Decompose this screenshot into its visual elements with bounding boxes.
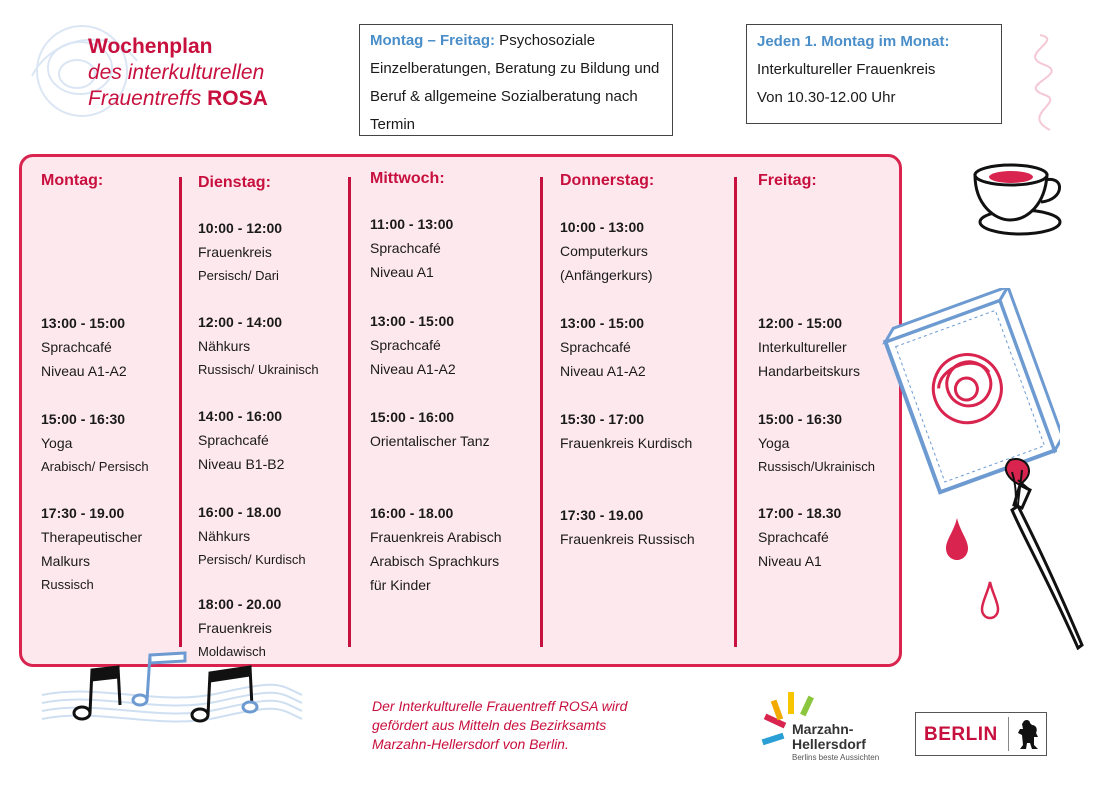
info-box-weekdays: [359, 24, 673, 136]
entry-time: 15:00 - 16:30: [758, 411, 843, 427]
paint-drop-icon: [980, 580, 1000, 620]
entry-title: Yoga: [758, 435, 790, 451]
entry-title: Computerkurs: [560, 243, 648, 259]
mh-name-line: Hellersdorf: [792, 736, 866, 752]
music-notes-icon: [40, 645, 305, 735]
day-title-donnerstag: Donnerstag:: [560, 172, 655, 189]
entry-detail: Moldawisch: [198, 644, 266, 659]
entry-time: 12:00 - 14:00: [198, 314, 283, 330]
day-title-dienstag: Dienstag:: [198, 174, 271, 191]
schedule-entry: [758, 407, 875, 479]
column-divider: [540, 177, 543, 647]
column-divider: [179, 177, 182, 647]
entry-detail: Persisch/ Kurdisch: [198, 552, 306, 567]
schedule-panel: [19, 154, 902, 667]
entry-detail: Niveau A1-A2: [41, 363, 127, 379]
entry-time: 10:00 - 13:00: [560, 219, 645, 235]
schedule-entry: [198, 404, 284, 476]
mh-name-line: Marzahn-: [792, 721, 854, 737]
page-title: [88, 34, 268, 112]
schedule-entry: [41, 311, 127, 383]
schedule-entry: [560, 407, 692, 455]
schedule-entry: [41, 407, 149, 479]
schedule-entry: [560, 215, 653, 287]
entry-time: 15:00 - 16:00: [370, 409, 455, 425]
funding-line: Marzahn-Hellersdorf von Berlin.: [372, 736, 569, 752]
funding-line: Der Interkulturelle Frauentreff ROSA wird: [372, 698, 628, 714]
entry-time: 12:00 - 15:00: [758, 315, 843, 331]
entry-time: 15:30 - 17:00: [560, 411, 645, 427]
entry-title: Sprachcafé: [41, 339, 112, 355]
berlin-wordmark: BERLIN: [924, 724, 998, 745]
entry-detail: (Anfängerkurs): [560, 267, 653, 283]
entry-title: Frauenkreis: [198, 244, 272, 260]
title-rosa: ROSA: [207, 87, 268, 110]
entry-title: Nähkurs: [198, 338, 251, 354]
mh-name: [792, 722, 866, 752]
paintbrush-icon: [970, 450, 1090, 650]
mh-tagline: Berlins beste Aussichten: [792, 753, 880, 762]
entry-detail: für Kinder: [370, 577, 431, 593]
schedule-entry: [198, 216, 282, 288]
title-line-2: des interkulturellen: [88, 61, 265, 84]
info-weekdays-label: Montag – Freitag:: [370, 32, 496, 49]
swirl-icon: [1010, 30, 1070, 140]
entry-title: Yoga: [41, 435, 73, 451]
schedule-entry: [370, 405, 490, 453]
entry-detail: Malkurs: [41, 553, 91, 569]
entry-title: Sprachcafé: [758, 529, 829, 545]
entry-detail: Niveau A1: [370, 264, 434, 280]
entry-detail: Niveau A1-A2: [560, 363, 646, 379]
entry-time: 10:00 - 12:00: [198, 220, 283, 236]
schedule-entry: [198, 310, 319, 382]
column-divider: [734, 177, 737, 647]
schedule-entry: [41, 501, 142, 597]
entry-title: Frauenkreis Kurdisch: [560, 435, 693, 451]
schedule-entry: [370, 309, 456, 381]
entry-time: 14:00 - 16:00: [198, 408, 283, 424]
entry-detail: Arabisch/ Persisch: [41, 459, 149, 474]
entry-time: 13:00 - 15:00: [41, 315, 126, 331]
coffee-cup-icon: [965, 150, 1075, 245]
info-box-monthly: [746, 24, 1002, 124]
paint-drop-icon: [944, 516, 970, 562]
title-line-3-text: Frauentreffs: [88, 87, 208, 110]
entry-detail: Niveau A1-A2: [370, 361, 456, 377]
entry-title: Sprachcafé: [560, 339, 631, 355]
entry-detail: Russisch: [41, 577, 94, 592]
entry-detail: Arabisch Sprachkurs: [370, 553, 500, 569]
funding-notice: [372, 697, 627, 754]
entry-detail: Niveau B1-B2: [198, 456, 285, 472]
entry-detail: Handarbeitskurs: [758, 363, 860, 379]
entry-title: Nähkurs: [198, 528, 251, 544]
schedule-entry: [560, 503, 695, 551]
entry-time: 17:00 - 18.30: [758, 505, 842, 521]
entry-detail: Persisch/ Dari: [198, 268, 279, 283]
funding-line: gefördert aus Mitteln des Bezirksamts: [372, 717, 607, 733]
berlin-bear-icon: [1016, 719, 1042, 751]
entry-title: Orientalischer Tanz: [370, 433, 490, 449]
berlin-logo: [915, 712, 1047, 756]
schedule-entry: [370, 212, 453, 284]
column-divider: [348, 177, 351, 647]
entry-title: Sprachcafé: [198, 432, 269, 448]
entry-title: Sprachcafé: [370, 240, 441, 256]
schedule-entry: [370, 501, 502, 597]
entry-time: 16:00 - 18.00: [198, 504, 282, 520]
title-line-1: Wochenplan: [88, 35, 213, 58]
entry-title: Sprachcafé: [370, 337, 441, 353]
title-line-3: [88, 86, 268, 112]
day-title-freitag: Freitag:: [758, 172, 817, 189]
entry-detail: Russisch/ Ukrainisch: [198, 362, 319, 377]
berlin-divider: [1008, 717, 1009, 751]
entry-detail: Russisch/Ukrainisch: [758, 459, 876, 474]
day-title-mittwoch: Mittwoch:: [370, 170, 445, 187]
entry-time: 17:30 - 19.00: [560, 507, 644, 523]
entry-time: 17:30 - 19.00: [41, 505, 125, 521]
marzahn-hellersdorf-logo: [760, 690, 900, 770]
entry-time: 16:00 - 18.00: [370, 505, 454, 521]
entry-time: 13:00 - 15:00: [370, 313, 455, 329]
entry-title: Interkultureller: [758, 339, 847, 355]
entry-title: Frauenkreis Arabisch: [370, 529, 502, 545]
entry-time: 18:00 - 20.00: [198, 596, 282, 612]
entry-time: 11:00 - 13:00: [370, 216, 454, 232]
schedule-entry: [198, 500, 306, 572]
entry-title: Therapeutischer: [41, 529, 143, 545]
info-monthly-line-1: Interkultureller Frauenkreis: [757, 61, 936, 78]
entry-time: 15:00 - 16:30: [41, 411, 126, 427]
entry-time: 13:00 - 15:00: [560, 315, 645, 331]
entry-title: Frauenkreis: [198, 620, 272, 636]
entry-detail: Niveau A1: [758, 553, 822, 569]
schedule-entry: [560, 311, 646, 383]
info-monthly-label: Jeden 1. Montag im Monat:: [757, 33, 950, 50]
info-monthly-line-2: Von 10.30-12.00 Uhr: [757, 89, 896, 106]
info-weekdays-text: Psychosoziale Einzelberatungen, Beratung zu Bildung und Beruf & allgemeine Sozialberatung nach Termin: [370, 32, 660, 133]
schedule-entry: [758, 311, 860, 383]
entry-title: Frauenkreis Russisch: [560, 531, 695, 547]
schedule-entry: [758, 501, 841, 573]
day-title-montag: Montag:: [41, 172, 104, 189]
